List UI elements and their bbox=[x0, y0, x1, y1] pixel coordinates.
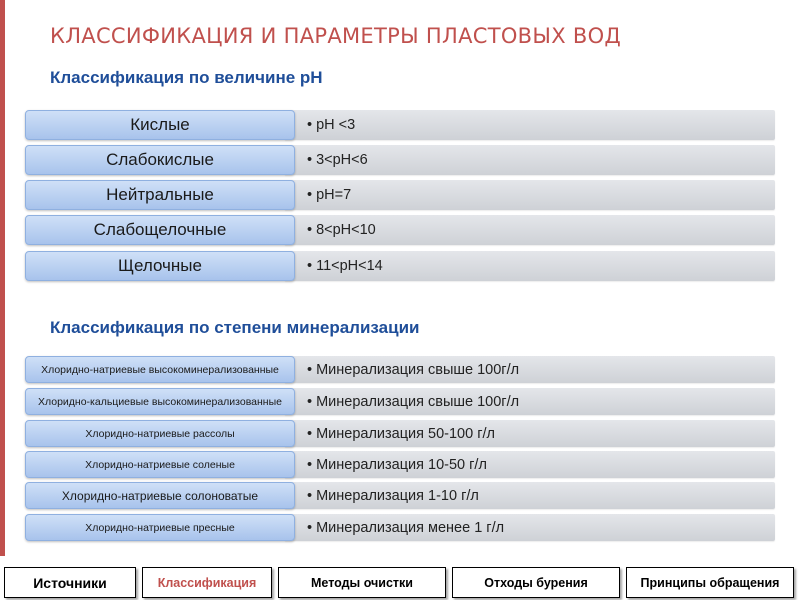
bullet-icon: • bbox=[307, 258, 313, 274]
mineral-row-label: Хлоридно-натриевые соленые bbox=[85, 458, 235, 471]
mineral-section-title: Классификация по степени минерализации bbox=[50, 318, 420, 337]
mineral-row-label: Хлоридно-кальциевые высокоминерализованные bbox=[37, 395, 282, 408]
nav-button-label: Методы очистки bbox=[311, 575, 413, 590]
mineral-value-text: Минерализация 50-100 г/л bbox=[316, 425, 495, 442]
mineral-row-value-box bbox=[285, 388, 775, 415]
mineral-value-text: Минерализация 1-10 г/л bbox=[316, 487, 479, 504]
mineral-row-ca-high bbox=[25, 388, 775, 415]
mineral-row-value-box bbox=[285, 356, 775, 383]
mineral-row-brackish bbox=[25, 482, 775, 509]
mineral-row-label-box bbox=[25, 388, 295, 415]
ph-row-value-box bbox=[285, 251, 775, 281]
mineral-row-label: Хлоридно-натриевые солоноватые bbox=[61, 488, 259, 503]
mineral-row-value bbox=[307, 426, 495, 442]
nav-button-label: Принципы обращения bbox=[640, 575, 780, 590]
ph-value-text: 3<рН<6 bbox=[316, 152, 368, 168]
slide-title: КЛАССИФИКАЦИЯ И ПАРАМЕТРЫ ПЛАСТОВЫХ ВОД bbox=[50, 24, 622, 48]
ph-row-value-box bbox=[285, 215, 775, 245]
ph-row-label: Кислые bbox=[130, 115, 190, 134]
ph-row-neutral bbox=[25, 180, 775, 210]
nav-button-classification[interactable] bbox=[142, 567, 272, 598]
nav-button-drilling-waste[interactable] bbox=[452, 567, 620, 598]
ph-row-value-box bbox=[285, 110, 775, 140]
ph-section-title: Классификация по величине рН bbox=[50, 68, 323, 87]
ph-row-value bbox=[307, 152, 368, 168]
bullet-icon: • bbox=[307, 361, 313, 378]
ph-row-value-box bbox=[285, 145, 775, 175]
nav-button-sources[interactable] bbox=[4, 567, 136, 598]
bullet-icon: • bbox=[307, 456, 313, 473]
ph-row-alkaline bbox=[25, 251, 775, 281]
mineral-row-na-high bbox=[25, 356, 775, 383]
bottom-navigation bbox=[0, 567, 800, 600]
bullet-icon: • bbox=[307, 487, 313, 504]
mineral-row-value-box bbox=[285, 420, 775, 447]
ph-value-text: 8<рН<10 bbox=[316, 222, 376, 238]
ph-row-label: Слабокислые bbox=[106, 150, 214, 169]
ph-row-label-box bbox=[25, 215, 295, 245]
mineral-value-text: Минерализация свыше 100г/л bbox=[316, 361, 520, 378]
bullet-icon: • bbox=[307, 152, 313, 168]
mineral-row-brines bbox=[25, 420, 775, 447]
nav-button-label: Отходы бурения bbox=[484, 575, 588, 590]
mineral-row-fresh bbox=[25, 514, 775, 541]
bullet-icon: • bbox=[307, 519, 313, 536]
ph-row-weak-alkaline bbox=[25, 215, 775, 245]
mineral-row-value bbox=[307, 488, 479, 504]
ph-row-label-box bbox=[25, 251, 295, 281]
mineral-row-label-box bbox=[25, 420, 295, 447]
nav-button-label: Источники bbox=[33, 574, 107, 591]
ph-row-weak-acidic bbox=[25, 145, 775, 175]
ph-row-label-box bbox=[25, 145, 295, 175]
mineral-row-value-box bbox=[285, 482, 775, 509]
mineral-row-value bbox=[307, 362, 519, 378]
mineral-row-value bbox=[307, 520, 504, 536]
mineral-row-salty bbox=[25, 451, 775, 478]
mineral-row-label-box bbox=[25, 356, 295, 383]
ph-row-label-box bbox=[25, 110, 295, 140]
bullet-icon: • bbox=[307, 222, 313, 238]
nav-button-handling-principles[interactable] bbox=[626, 567, 794, 598]
bullet-icon: • bbox=[307, 187, 313, 203]
ph-row-label: Щелочные bbox=[118, 256, 202, 275]
bullet-icon: • bbox=[307, 117, 313, 133]
mineral-value-text: Минерализация менее 1 г/л bbox=[316, 519, 505, 536]
ph-row-acidic bbox=[25, 110, 775, 140]
mineral-row-value-box bbox=[285, 514, 775, 541]
mineral-row-value-box bbox=[285, 451, 775, 478]
mineral-row-value bbox=[307, 457, 487, 473]
ph-row-value bbox=[307, 117, 355, 133]
ph-row-value-box bbox=[285, 180, 775, 210]
bullet-icon: • bbox=[307, 393, 313, 410]
accent-bar bbox=[0, 0, 5, 556]
mineral-value-text: Минерализация 10-50 г/л bbox=[316, 456, 487, 473]
mineral-value-text: Минерализация свыше 100г/л bbox=[316, 393, 520, 410]
mineral-row-label: Хлоридно-натриевые пресные bbox=[85, 521, 235, 534]
bullet-icon: • bbox=[307, 425, 313, 442]
nav-button-cleaning-methods[interactable] bbox=[278, 567, 446, 598]
mineral-row-label-box bbox=[25, 514, 295, 541]
ph-row-value bbox=[307, 222, 376, 238]
mineral-row-value bbox=[307, 394, 519, 410]
ph-value-text: рН <3 bbox=[316, 117, 356, 133]
ph-value-text: 11<рН<14 bbox=[316, 258, 383, 274]
nav-button-label: Классификация bbox=[157, 575, 257, 590]
mineral-row-label-box bbox=[25, 451, 295, 478]
ph-row-value bbox=[307, 258, 383, 274]
mineral-row-label: Хлоридно-натриевые высокоминерализованные bbox=[41, 363, 279, 376]
mineral-row-label: Хлоридно-натриевые рассолы bbox=[85, 427, 235, 440]
mineral-row-label-box bbox=[25, 482, 295, 509]
ph-row-label-box bbox=[25, 180, 295, 210]
ph-row-label: Слабощелочные bbox=[93, 220, 227, 239]
ph-row-label: Нейтральные bbox=[106, 185, 214, 204]
ph-value-text: рН=7 bbox=[316, 187, 352, 203]
ph-row-value bbox=[307, 187, 351, 203]
